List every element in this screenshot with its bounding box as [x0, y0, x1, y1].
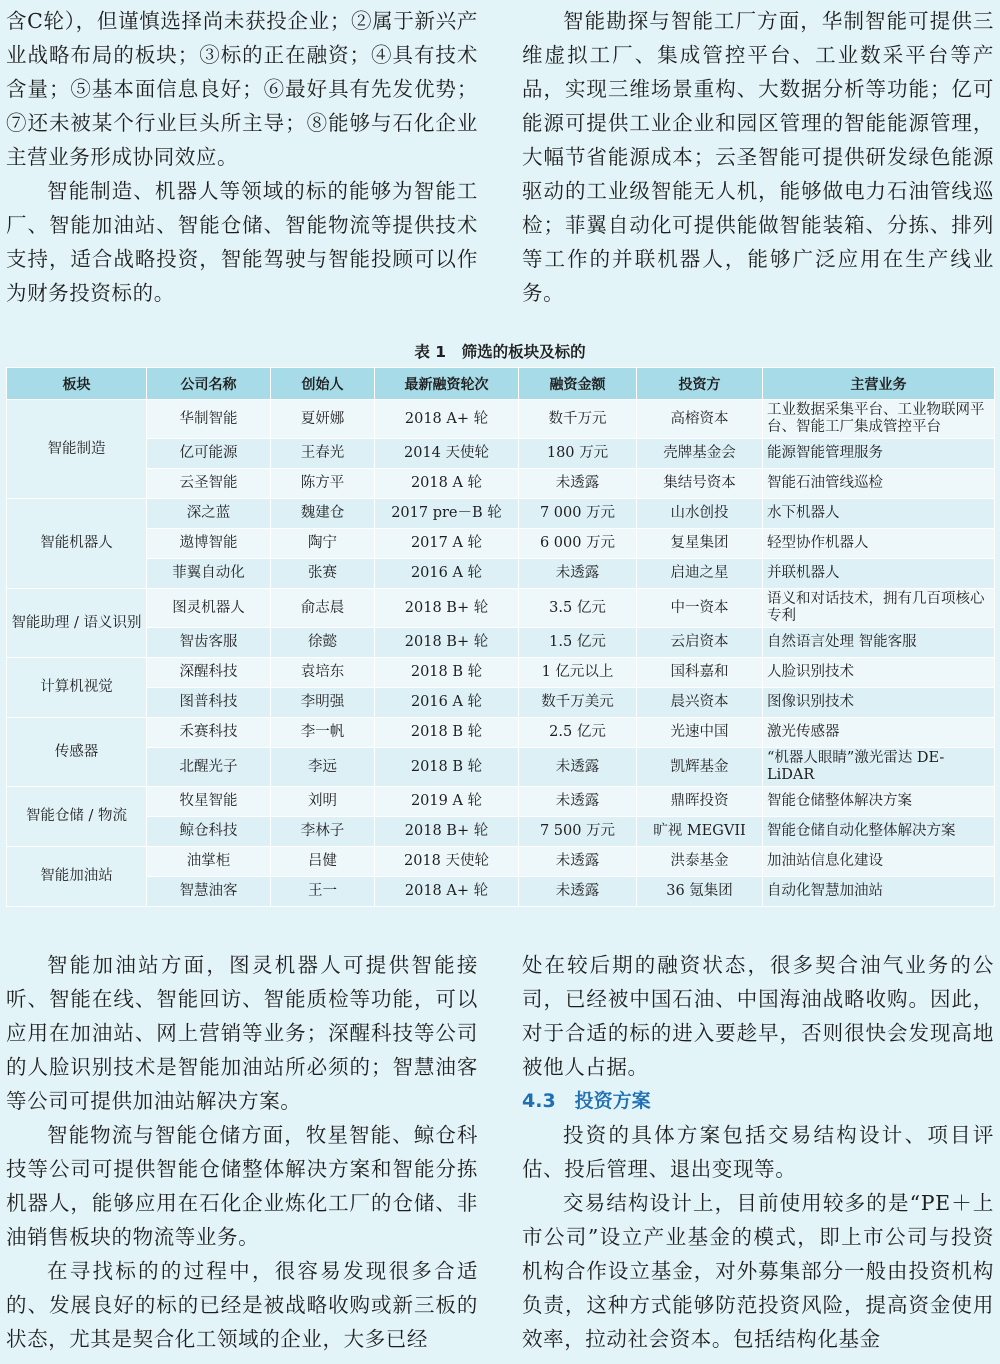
round-cell: 2016 A 轮	[375, 688, 519, 718]
sector-cell: 传感器	[7, 718, 147, 787]
amount-cell: 6 000 万元	[519, 529, 637, 559]
paragraph: 投资的具体方案包括交易结构设计、项目评估、投后管理、退出变现等。	[522, 1123, 994, 1181]
company-cell: 智齿客服	[147, 628, 271, 658]
business-cell: “机器人眼睛”激光雷达 DE-LiDAR	[763, 748, 995, 787]
round-cell: 2018 B 轮	[375, 658, 519, 688]
right-column-bottom	[522, 948, 994, 1356]
company-cell: 图灵机器人	[147, 589, 271, 628]
amount-cell: 未透露	[519, 469, 637, 499]
investor-cell: 壳牌基金会	[637, 439, 763, 469]
sector-cell: 计算机视觉	[7, 658, 147, 718]
header-investor: 投资方	[637, 368, 763, 400]
founder-cell: 陶宁	[271, 529, 375, 559]
founder-cell: 吕健	[271, 847, 375, 877]
amount-cell: 未透露	[519, 847, 637, 877]
investor-cell: 山水创投	[637, 499, 763, 529]
round-cell: 2019 A 轮	[375, 787, 519, 817]
company-cell: 云圣智能	[147, 469, 271, 499]
business-cell: 轻型协作机器人	[763, 529, 995, 559]
company-cell: 禾赛科技	[147, 718, 271, 748]
header-amount: 融资金额	[519, 368, 637, 400]
amount-cell: 1 亿元以上	[519, 658, 637, 688]
founder-cell: 陈方平	[271, 469, 375, 499]
investor-cell: 洪泰基金	[637, 847, 763, 877]
round-cell: 2018 B+ 轮	[375, 589, 519, 628]
founder-cell: 李林子	[271, 817, 375, 847]
amount-cell: 未透露	[519, 559, 637, 589]
company-cell: 深之蓝	[147, 499, 271, 529]
round-cell: 2018 A 轮	[375, 469, 519, 499]
paragraph: 含C轮），但谨慎选择尚未获投企业；②属于新兴产业战略布局的板块；③标的正在融资；④具有技术含量；⑤基本面信息良好；⑥最好具有先发优势；⑦还未被某个行业巨头所主导；⑧能够与石化企业主营业务形成协同效应。	[6, 9, 478, 169]
header-founder: 创始人	[271, 368, 375, 400]
founder-cell: 俞志晨	[271, 589, 375, 628]
round-cell: 2018 B 轮	[375, 748, 519, 787]
round-cell: 2017 pre－B 轮	[375, 499, 519, 529]
round-cell: 2018 B+ 轮	[375, 817, 519, 847]
business-cell: 智能仓储整体解决方案	[763, 787, 995, 817]
business-cell: 并联机器人	[763, 559, 995, 589]
paragraph: 交易结构设计上，目前使用较多的是“PE＋上市公司”设立产业基金的模式，即上市公司与投资机构合作设立基金，对外募集部分一般由投资机构负责，这种方式能够防范投资风险，提高资金使用效率，拉动社会资本。包括结构化基金	[522, 1191, 994, 1351]
founder-cell: 徐懿	[271, 628, 375, 658]
amount-cell: 数千万元	[519, 400, 637, 439]
business-cell: 语义和对话技术，拥有几百项核心专利	[763, 589, 995, 628]
sector-cell: 智能加油站	[7, 847, 147, 907]
business-cell: 能源智能管理服务	[763, 439, 995, 469]
table-row	[7, 658, 995, 688]
company-cell: 深醒科技	[147, 658, 271, 688]
left-column-bottom	[6, 948, 478, 1356]
founder-cell: 张赛	[271, 559, 375, 589]
header-sector: 板块	[7, 368, 147, 400]
paragraph: 智能物流与智能仓储方面，牧星智能、鲸仓科技等公司可提供智能仓储整体解决方案和智能分拣机器人，能够应用在石化企业炼化工厂的仓储、非油销售板块的物流等业务。	[6, 1123, 478, 1249]
table-row	[7, 439, 995, 469]
paragraph: 在寻找标的的过程中，很容易发现很多合适的、发展良好的标的已经是被战略收购或新三板的状态，尤其是契合化工领域的企业，大多已经	[6, 1259, 478, 1351]
founder-cell: 李明强	[271, 688, 375, 718]
sector-cell: 智能仓储 / 物流	[7, 787, 147, 847]
investor-cell: 光速中国	[637, 718, 763, 748]
table-caption: 表 1 筛选的板块及标的	[414, 343, 586, 361]
business-cell: 智能石油管线巡检	[763, 469, 995, 499]
sector-cell: 智能助理 / 语义识别	[7, 589, 147, 658]
table-row	[7, 469, 995, 499]
company-cell: 鲸仓科技	[147, 817, 271, 847]
round-cell: 2014 天使轮	[375, 439, 519, 469]
table-row	[7, 817, 995, 847]
investor-cell: 国科嘉和	[637, 658, 763, 688]
right-column-top	[522, 4, 994, 310]
round-cell: 2018 天使轮	[375, 847, 519, 877]
company-cell: 智慧油客	[147, 877, 271, 907]
left-column-top	[6, 4, 478, 310]
founder-cell: 李一帆	[271, 718, 375, 748]
business-cell: 图像识别技术	[763, 688, 995, 718]
amount-cell: 数千万美元	[519, 688, 637, 718]
founder-cell: 袁培东	[271, 658, 375, 688]
founder-cell: 王春光	[271, 439, 375, 469]
header-company: 公司名称	[147, 368, 271, 400]
company-cell: 图普科技	[147, 688, 271, 718]
investor-cell: 云启资本	[637, 628, 763, 658]
table-row	[7, 628, 995, 658]
round-cell: 2018 A+ 轮	[375, 400, 519, 439]
paragraph: 处在较后期的融资状态，很多契合油气业务的公司，已经被中国石油、中国海油战略收购。因此，对于合适的标的进入要趁早，否则很快会发现高地被他人占据。	[522, 953, 994, 1079]
round-cell: 2017 A 轮	[375, 529, 519, 559]
investor-cell: 晨兴资本	[637, 688, 763, 718]
amount-cell: 未透露	[519, 787, 637, 817]
amount-cell: 180 万元	[519, 439, 637, 469]
amount-cell: 7 500 万元	[519, 817, 637, 847]
amount-cell: 7 000 万元	[519, 499, 637, 529]
founder-cell: 王一	[271, 877, 375, 907]
business-cell: 智能仓储自动化整体解决方案	[763, 817, 995, 847]
company-cell: 油掌柜	[147, 847, 271, 877]
table-row	[7, 688, 995, 718]
business-cell: 自然语言处理 智能客服	[763, 628, 995, 658]
founder-cell: 李远	[271, 748, 375, 787]
amount-cell: 3.5 亿元	[519, 589, 637, 628]
company-table	[6, 367, 995, 907]
table-row	[7, 787, 995, 817]
business-cell: 人脸识别技术	[763, 658, 995, 688]
business-cell: 水下机器人	[763, 499, 995, 529]
amount-cell: 未透露	[519, 877, 637, 907]
table-row	[7, 400, 995, 439]
founder-cell: 魏建仓	[271, 499, 375, 529]
table-row	[7, 748, 995, 787]
business-cell: 激光传感器	[763, 718, 995, 748]
investor-cell: 高榕资本	[637, 400, 763, 439]
company-cell: 北醒光子	[147, 748, 271, 787]
company-cell: 亿可能源	[147, 439, 271, 469]
amount-cell: 2.5 亿元	[519, 718, 637, 748]
founder-cell: 刘明	[271, 787, 375, 817]
header-round: 最新融资轮次	[375, 368, 519, 400]
section-heading: 4.3 投资方案	[522, 1090, 651, 1112]
sector-cell: 智能制造	[7, 400, 147, 499]
paragraph: 智能勘探与智能工厂方面，华制智能可提供三维虚拟工厂、集成管控平台、工业数采平台等产品，实现三维场景重构、大数据分析等功能；亿可能源可提供工业企业和园区管理的智能能源管理，大幅节省能源成本；云圣智能可提供研发绿色能源驱动的工业级智能无人机，能够做电力石油管线巡检；菲翼自动化可提供能做智能装箱、分拣、排列等工作的并联机器人，能够广泛应用在生产线业务。	[522, 9, 994, 305]
investor-cell: 启迪之星	[637, 559, 763, 589]
amount-cell: 未透露	[519, 748, 637, 787]
investor-cell: 复星集团	[637, 529, 763, 559]
table-row	[7, 847, 995, 877]
paragraph: 智能制造、机器人等领域的标的能够为智能工厂、智能加油站、智能仓储、智能物流等提供技术支持，适合战略投资，智能驾驶与智能投顾可以作为财务投资标的。	[6, 179, 478, 305]
investor-cell: 旷视 MEGVII	[637, 817, 763, 847]
sector-cell: 智能机器人	[7, 499, 147, 589]
paragraph: 智能加油站方面，图灵机器人可提供智能接听、智能在线、智能回访、智能质检等功能，可以应用在加油站、网上营销等业务；深醒科技等公司的人脸识别技术是智能加油站所必须的；智慧油客等公司可提供加油站解决方案。	[6, 953, 478, 1113]
table-header-row	[7, 368, 995, 400]
investor-cell: 鼎晖投资	[637, 787, 763, 817]
header-business: 主营业务	[763, 368, 995, 400]
table-row	[7, 877, 995, 907]
investor-cell: 中一资本	[637, 589, 763, 628]
company-cell: 遨博智能	[147, 529, 271, 559]
table-row	[7, 589, 995, 628]
round-cell: 2018 A+ 轮	[375, 877, 519, 907]
amount-cell: 1.5 亿元	[519, 628, 637, 658]
business-cell: 工业数据采集平台、工业物联网平台、智能工厂集成管控平台	[763, 400, 995, 439]
round-cell: 2016 A 轮	[375, 559, 519, 589]
founder-cell: 夏妍娜	[271, 400, 375, 439]
table-row	[7, 718, 995, 748]
investor-cell: 36 氪集团	[637, 877, 763, 907]
investor-cell: 集结号资本	[637, 469, 763, 499]
company-cell: 华制智能	[147, 400, 271, 439]
round-cell: 2018 B+ 轮	[375, 628, 519, 658]
round-cell: 2018 B 轮	[375, 718, 519, 748]
business-cell: 加油站信息化建设	[763, 847, 995, 877]
business-cell: 自动化智慧加油站	[763, 877, 995, 907]
table-row	[7, 529, 995, 559]
company-cell: 牧星智能	[147, 787, 271, 817]
investor-cell: 凯辉基金	[637, 748, 763, 787]
table-row	[7, 499, 995, 529]
company-cell: 菲翼自动化	[147, 559, 271, 589]
table-row	[7, 559, 995, 589]
